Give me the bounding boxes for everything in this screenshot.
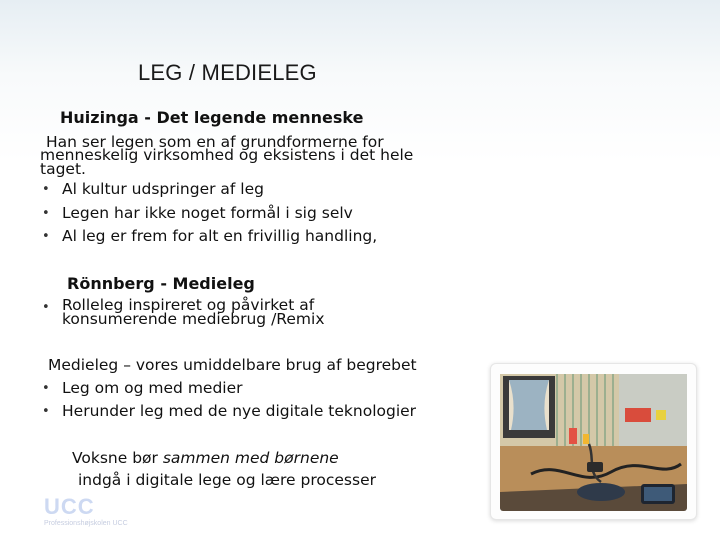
bullet-marker: •: [42, 206, 50, 221]
closing-line1: [72, 449, 339, 467]
photo-frame: [490, 363, 697, 520]
list-item: Leg om og med medier: [62, 379, 243, 397]
huizinga-heading: Huizinga - Det legende menneske: [60, 108, 364, 127]
ucc-logo-subtitle: Professionshøjskolen UCC: [44, 520, 128, 527]
bullet-marker: •: [42, 300, 50, 315]
list-item: Legen har ikke noget formål i sig selv: [62, 204, 353, 222]
huizinga-intro-line3: taget.: [40, 160, 86, 178]
dollhouse-photo: [491, 364, 696, 519]
ronnberg-bullet-line2: konsumerende mediebrug /Remix: [62, 310, 325, 328]
ronnberg-heading: Rönnberg - Medieleg: [67, 274, 255, 293]
bullet-marker: •: [42, 381, 50, 396]
bullet-marker: •: [42, 404, 50, 419]
bullet-marker: •: [42, 182, 50, 197]
closing-emphasis: sammen med børnene: [162, 449, 339, 467]
slide-title: LEG / MEDIELEG: [138, 60, 317, 85]
list-item: Al leg er frem for alt en frivillig handling,: [62, 227, 378, 245]
closing-line1-start: Voksne bør: [72, 449, 163, 467]
ucc-logo: UCC: [44, 494, 95, 519]
bullet-marker: •: [42, 229, 50, 244]
huizinga-intro-line1: Han ser legen som en af grundformerne for: [46, 133, 384, 151]
list-item: Herunder leg med de nye digitale teknologier: [62, 402, 417, 420]
huizinga-intro-line2: menneskelig virksomhed og eksistens i det hele: [40, 146, 414, 164]
closing-line2: indgå i digitale lege og lære processer: [78, 471, 376, 489]
ronnberg-bullet-line1: Rolleleg inspireret og påvirket af: [62, 296, 315, 314]
medieleg-intro: Medieleg – vores umiddelbare brug af begrebet: [48, 356, 417, 374]
list-item: Al kultur udspringer af leg: [62, 180, 264, 198]
